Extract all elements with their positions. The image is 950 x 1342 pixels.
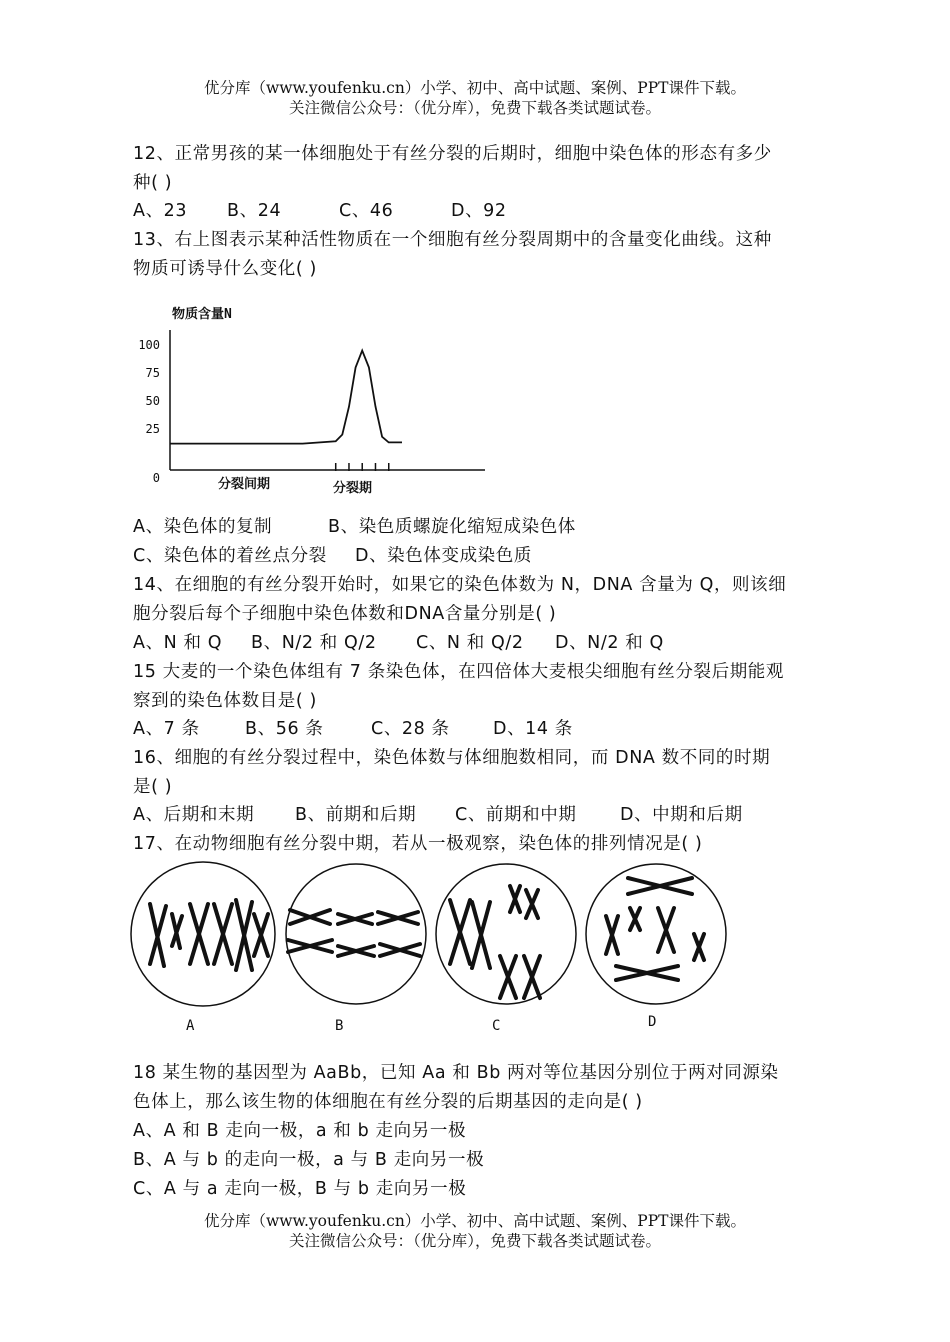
- q12-stem-1: 12、正常男孩的某一体细胞处于有丝分裂的后期时，细胞中染色体的形态有多少: [133, 144, 772, 164]
- cell-label-a: A: [186, 1018, 195, 1034]
- y-tick-label: 100: [138, 338, 160, 352]
- q13-option-d: D、染色体变成染色质: [355, 546, 532, 566]
- phase-label-interphase: 分裂间期: [218, 477, 271, 492]
- q14-option-d: D、N/2 和 Q: [555, 633, 664, 653]
- header-line-2: 关注微信公众号：（优分库），免费下载各类试题试卷。: [288, 99, 661, 117]
- q13-stem-1: 13、右上图表示某种活性物质在一个细胞有丝分裂周期中的含量变化曲线。这种: [133, 230, 772, 250]
- q16-stem-1: 16、细胞的有丝分裂过程中，染色体数与体细胞数相同，而 DNA 数不同的时期: [133, 748, 771, 768]
- q14-stem-1: 14、在细胞的有丝分裂开始时，如果它的染色体数为 N，DNA 含量为 Q，则该细: [133, 575, 787, 595]
- q12-options: [133, 199, 507, 223]
- q15-option-d: D、14 条: [493, 719, 573, 739]
- q18-stem-1: 18 某生物的基因型为 AaBb，已知 Aa 和 Bb 两对等位基因分别位于两对同源染: [133, 1063, 779, 1083]
- q12-option-d: D、92: [451, 201, 507, 221]
- q15-stem-1: 15 大麦的一个染色体组有 7 条染色体，在四倍体大麦根尖细胞有丝分裂后期能观: [133, 662, 784, 682]
- q13-chart: [130, 290, 500, 505]
- q15-option-c: C、28 条: [371, 719, 450, 739]
- q16-option-d: D、中期和后期: [620, 805, 743, 825]
- q13-options-row-2: [133, 544, 532, 568]
- y-tick-label: 75: [145, 366, 160, 380]
- y-tick-label: 0: [152, 471, 160, 485]
- q12-stem-2: 种( ): [133, 173, 173, 193]
- phase-label-division: 分裂期: [333, 481, 373, 496]
- chart-title: 物质含量N: [172, 307, 232, 322]
- q14-option-a: A、N 和 Q: [133, 633, 223, 653]
- q18-option-b: B、A 与 b 的走向一极，a 与 B 走向另一极: [133, 1150, 485, 1170]
- q16-stem-2: 是( ): [133, 777, 173, 797]
- cell-b: [286, 864, 426, 1004]
- y-tick-labels: [138, 338, 160, 485]
- q18-option-c: C、A 与 a 走向一极，B 与 b 走向另一极: [133, 1179, 467, 1199]
- q15-option-a: A、7 条: [133, 719, 200, 739]
- cell-d: [586, 864, 726, 1004]
- q16-option-a: A、后期和末期: [133, 805, 255, 825]
- q17-stem-1: 17、在动物细胞有丝分裂中期，若从一极观察，染色体的排列情况是( ): [133, 834, 703, 854]
- q17-figure: [128, 860, 748, 1040]
- q16-option-c: C、前期和中期: [455, 805, 577, 825]
- footer-line-1: 优分库（www.youfenku.cn）小学、初中、高中试题、案例、PPT课件下载。: [203, 1212, 747, 1230]
- q13-option-a: A、染色体的复制: [133, 517, 273, 537]
- cell-c: [436, 864, 576, 1004]
- q12-option-a: A、23: [133, 201, 188, 221]
- q12-option-c: C、46: [339, 201, 394, 221]
- q18-option-a: A、A 和 B 走向一极，a 和 b 走向另一极: [133, 1121, 467, 1141]
- q16-option-b: B、前期和后期: [295, 805, 417, 825]
- q14-option-c: C、N 和 Q/2: [416, 633, 524, 653]
- cell-label-d: D: [648, 1014, 657, 1030]
- cell-a: [131, 862, 275, 1006]
- footer-line-2: 关注微信公众号：（优分库），免费下载各类试题试卷。: [288, 1232, 661, 1250]
- q12-option-b: B、24: [227, 201, 282, 221]
- q14-options: [133, 631, 664, 655]
- q18-stem-2: 色体上，那么该生物的体细胞在有丝分裂的后期基因的走向是( ): [133, 1092, 643, 1112]
- y-tick-label: 50: [145, 394, 160, 408]
- header-line-1: 优分库（www.youfenku.cn）小学、初中、高中试题、案例、PPT课件下载。: [203, 79, 747, 97]
- y-tick-label: 25: [145, 422, 160, 436]
- q13-option-b: B、染色质螺旋化缩短成染色体: [328, 517, 576, 537]
- cell-label-b: B: [335, 1018, 344, 1034]
- q15-options: [133, 717, 573, 741]
- q14-option-b: B、N/2 和 Q/2: [251, 633, 377, 653]
- q16-options: [133, 803, 743, 827]
- q13-options-row-1: [133, 515, 576, 539]
- content-curve: [170, 351, 402, 444]
- q13-stem-2: 物质可诱导什么变化( ): [133, 259, 317, 279]
- q13-option-c: C、染色体的着丝点分裂: [133, 546, 327, 566]
- q14-stem-2: 胞分裂后每个子细胞中染色体数和DNA含量分别是( ): [133, 604, 557, 624]
- cell-label-c: C: [492, 1018, 501, 1034]
- q15-option-b: B、56 条: [245, 719, 324, 739]
- q15-stem-2: 察到的染色体数目是( ): [133, 691, 317, 711]
